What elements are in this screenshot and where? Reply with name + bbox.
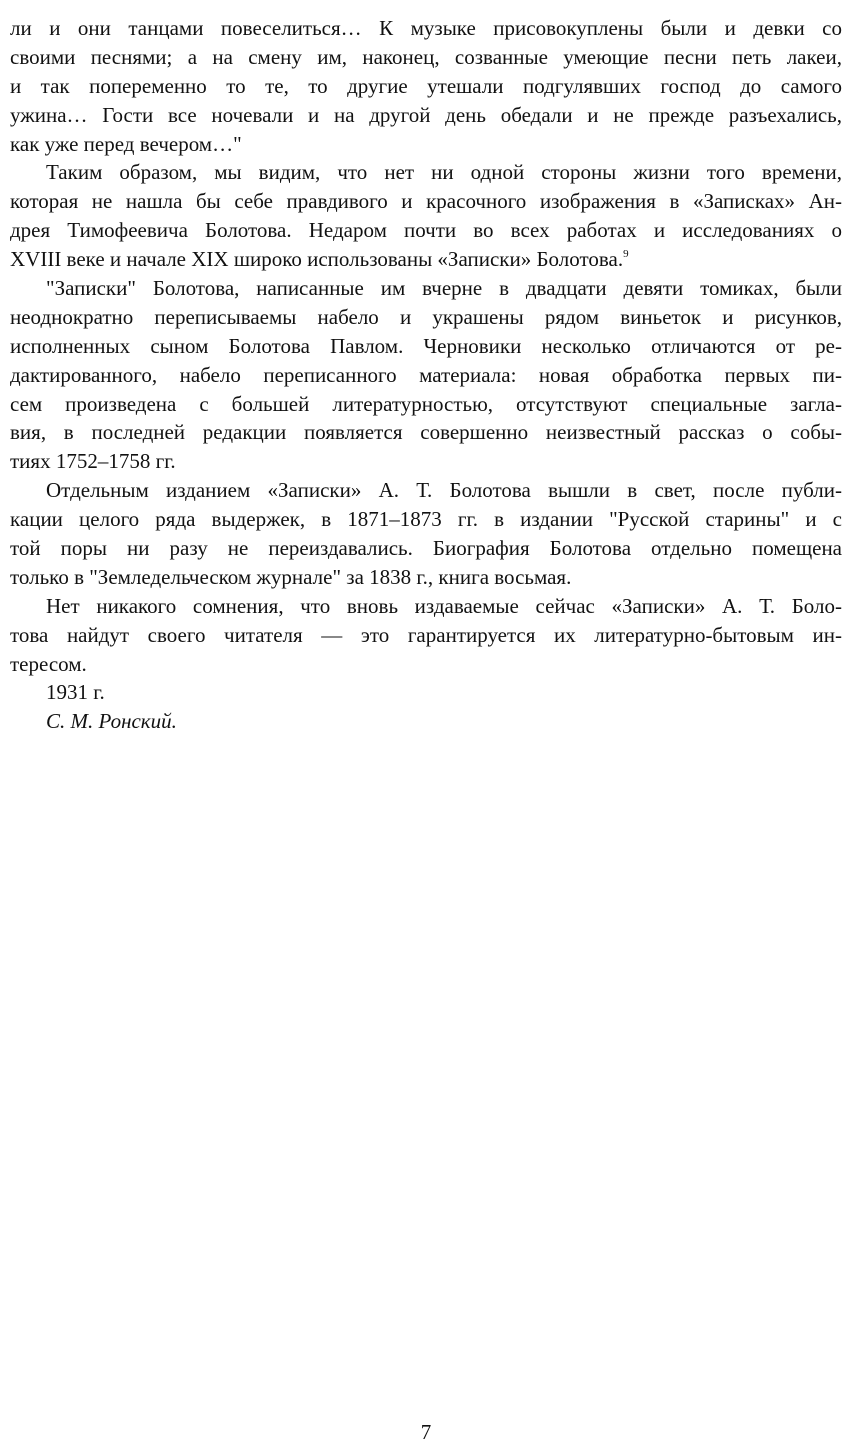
text-line: как уже перед вечером…" xyxy=(10,131,242,156)
text-line: дактированного, набело переписанного материала: новая обработка первых пи- xyxy=(10,362,842,387)
text-line: това найдут своего читателя — это гарантируется их литературно-бытовым ин- xyxy=(10,622,842,647)
page-number: 7 xyxy=(420,1420,432,1444)
text-line: неоднократно переписываемы набело и украшены рядом виньеток и рисунков, xyxy=(10,304,842,329)
text-line: тиях 1752–1758 гг. xyxy=(10,449,176,474)
text-line: дрея Тимофеевича Болотова. Недаром почти во всех работах и исследованиях о xyxy=(10,218,842,243)
text-line: которая не нашла бы себе правдивого и красочного изображения в «Записках» Ан- xyxy=(10,189,842,214)
paragraph xyxy=(10,274,842,476)
text-line: своими песнями; а на смену им, наконец, созванные умеющие песни петь лакеи, xyxy=(10,44,842,69)
text-line: исполненных сыном Болотова Павлом. Черновики несколько отличаются от ре- xyxy=(10,333,842,358)
signature: С. М. Ронский. xyxy=(46,709,177,734)
date-line: 1931 г. xyxy=(46,680,105,705)
text-line: только в "Земледельческом журнале" за 1838 г., книга восьмая. xyxy=(10,564,572,589)
text-line: Нет никакого сомнения, что вновь издаваемые сейчас «Записки» А. Т. Боло- xyxy=(46,593,842,618)
text-line xyxy=(10,245,842,274)
text-line: тересом. xyxy=(10,651,87,676)
text-line: сем произведена с большей литературностью, отсутствуют специальные загла- xyxy=(10,391,842,416)
paragraph xyxy=(10,158,842,274)
text-line: ли и они танцами повеселиться… К музыке присовокуплены были и девки со xyxy=(10,16,842,40)
paragraph xyxy=(10,14,842,158)
paragraph xyxy=(10,476,842,592)
text-line: вия, в последней редакции появляется совершенно неизвестный рассказ о собы- xyxy=(10,420,842,445)
text-line-content: XVIII веке и начале XIX широко использованы «Записки» Болотова. xyxy=(10,247,624,272)
text-line: Таким образом, мы видим, что нет ни одной стороны жизни того времени, xyxy=(46,160,842,185)
text-line: кации целого ряда выдержек, в 1871–1873 гг. в издании "Русской старины" и с xyxy=(10,507,842,532)
text-line: той поры ни разу не переиздавались. Биография Болотова отдельно помещена xyxy=(10,536,842,561)
text-line: ужина… Гости все ночевали и на другой день обедали и не прежде разъехались, xyxy=(10,102,842,127)
footnote-reference[interactable]: 9 xyxy=(623,248,629,261)
text-line: "Записки" Болотова, написанные им вчерне в двадцати девяти томиках, были xyxy=(46,276,842,301)
page-body xyxy=(10,14,842,736)
text-line: и так попеременно то те, то другие утешали подгулявших господ до самого xyxy=(10,73,842,98)
text-line: Отдельным изданием «Записки» А. Т. Болотова вышли в свет, после публи- xyxy=(46,478,842,503)
paragraph xyxy=(10,592,842,679)
